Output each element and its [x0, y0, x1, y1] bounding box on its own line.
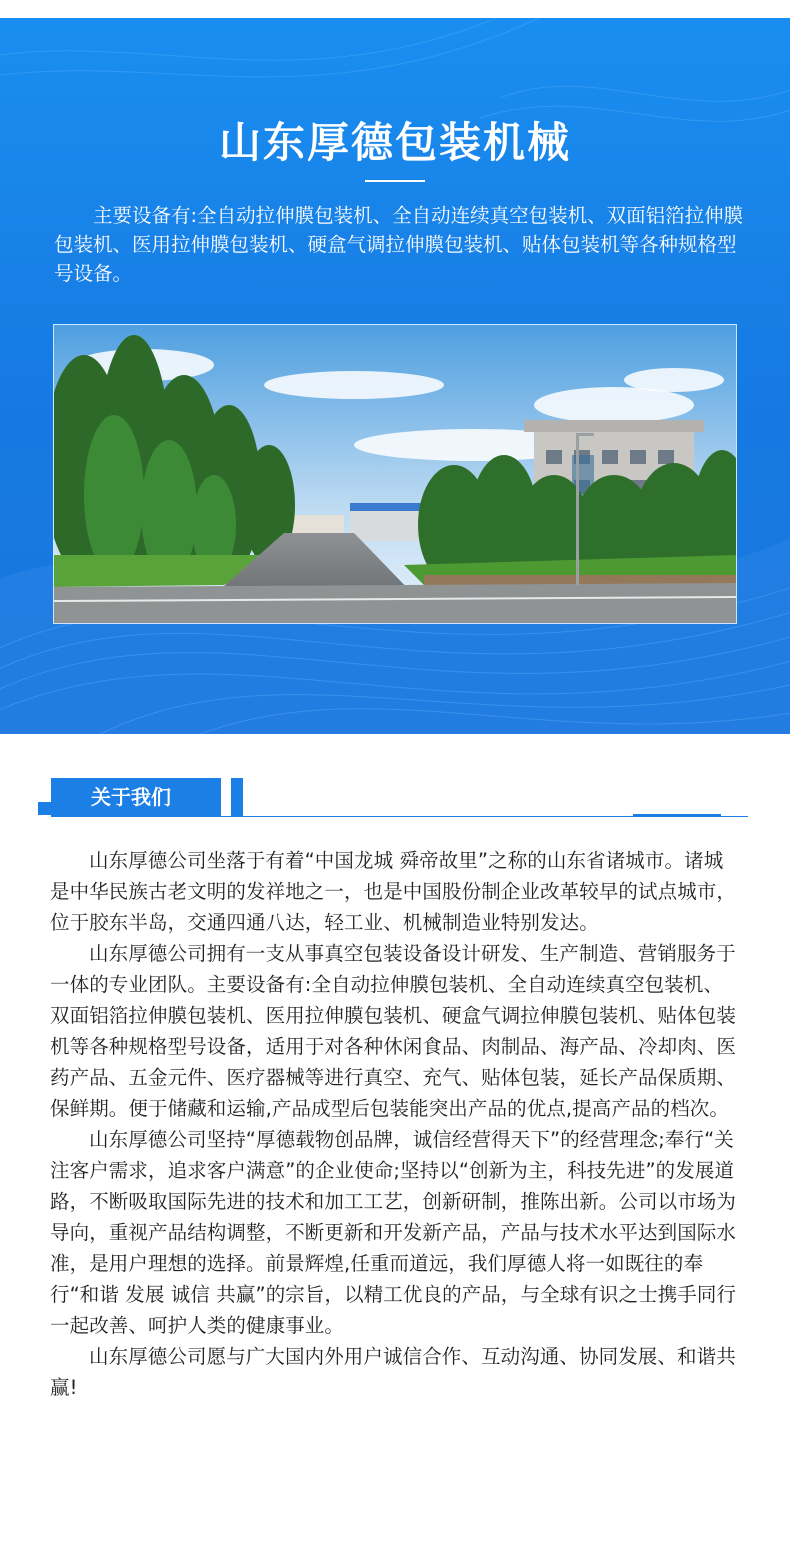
- header-gap: [221, 778, 231, 816]
- about-body: [50, 845, 740, 1403]
- about-section-header: [38, 778, 748, 826]
- header-square-decoration: [38, 802, 51, 815]
- about-paragraph: 山东厚德公司拥有一支从事真空包装设备设计研发、生产制造、营销服务于一体的专业团队。主要设备有:全自动拉伸膜包装机、全自动连续真空包装机、双面铝箔拉伸膜包装机、医用拉伸膜包装机、硬盒气调拉伸膜包装机、贴体包装机等各种规格型号设备，适用于对各种休闲食品、肉制品、海产品、冷却肉、医药产品、五金元件、医疗器械等进行真空、充气、贴体包装，延长产品保质期、保鲜期。便于储藏和运输,产品成型后包装能突出产品的优点,提高产品的档次。: [50, 942, 737, 1120]
- hero-description: 主要设备有:全自动拉伸膜包装机、全自动连续真空包装机、双面铝箔拉伸膜包装机、医用拉伸膜包装机、硬盒气调拉伸膜包装机、贴体包装机等各种规格型号设备。: [54, 204, 744, 285]
- about-paragraph: 山东厚德公司愿与广大国内外用户诚信合作、互动沟通、协同发展、和谐共赢!: [50, 1345, 736, 1399]
- top-gap: [0, 0, 790, 18]
- hero-banner: [0, 18, 790, 734]
- header-stripe-decoration: [231, 778, 243, 816]
- about-heading: 关于我们: [51, 778, 221, 816]
- factory-photo: [53, 324, 737, 624]
- about-paragraph: 山东厚德公司坐落于有着“中国龙城 舜帝故里”之称的山东省诸城市。诸城是中华民族古老文明的发祥地之一，也是中国股份制企业改革较早的试点城市，位于胶东半岛，交通四通八达，轻工业、机械制造业特别发达。: [50, 849, 737, 934]
- hero-title: 山东厚德包装机械: [218, 118, 571, 167]
- header-accent-bar: [633, 814, 721, 817]
- hero-title-underline: [365, 180, 425, 182]
- about-paragraph: 山东厚德公司坚持“厚德载物创品牌，诚信经营得天下”的经营理念;奉行“关注客户需求，追求客户满意”的企业使命;坚持以“创新为主，科技先进”的发展道路，不断吸取国际先进的技术和加工工艺，创新研制，推陈出新。公司以市场为导向，重视产品结构调整，不断更新和开发新产品，产品与技术水平达到国际水准，是用户理想的选择。前景辉煌,任重而道远，我们厚德人将一如既往的奉行“和谐 发展 诚信 共赢”的宗旨，以精工优良的产品，与全球有识之士携手同行一起改善、呵护人类的健康事业。: [50, 1128, 737, 1337]
- factory-photo-illustration: [54, 325, 737, 624]
